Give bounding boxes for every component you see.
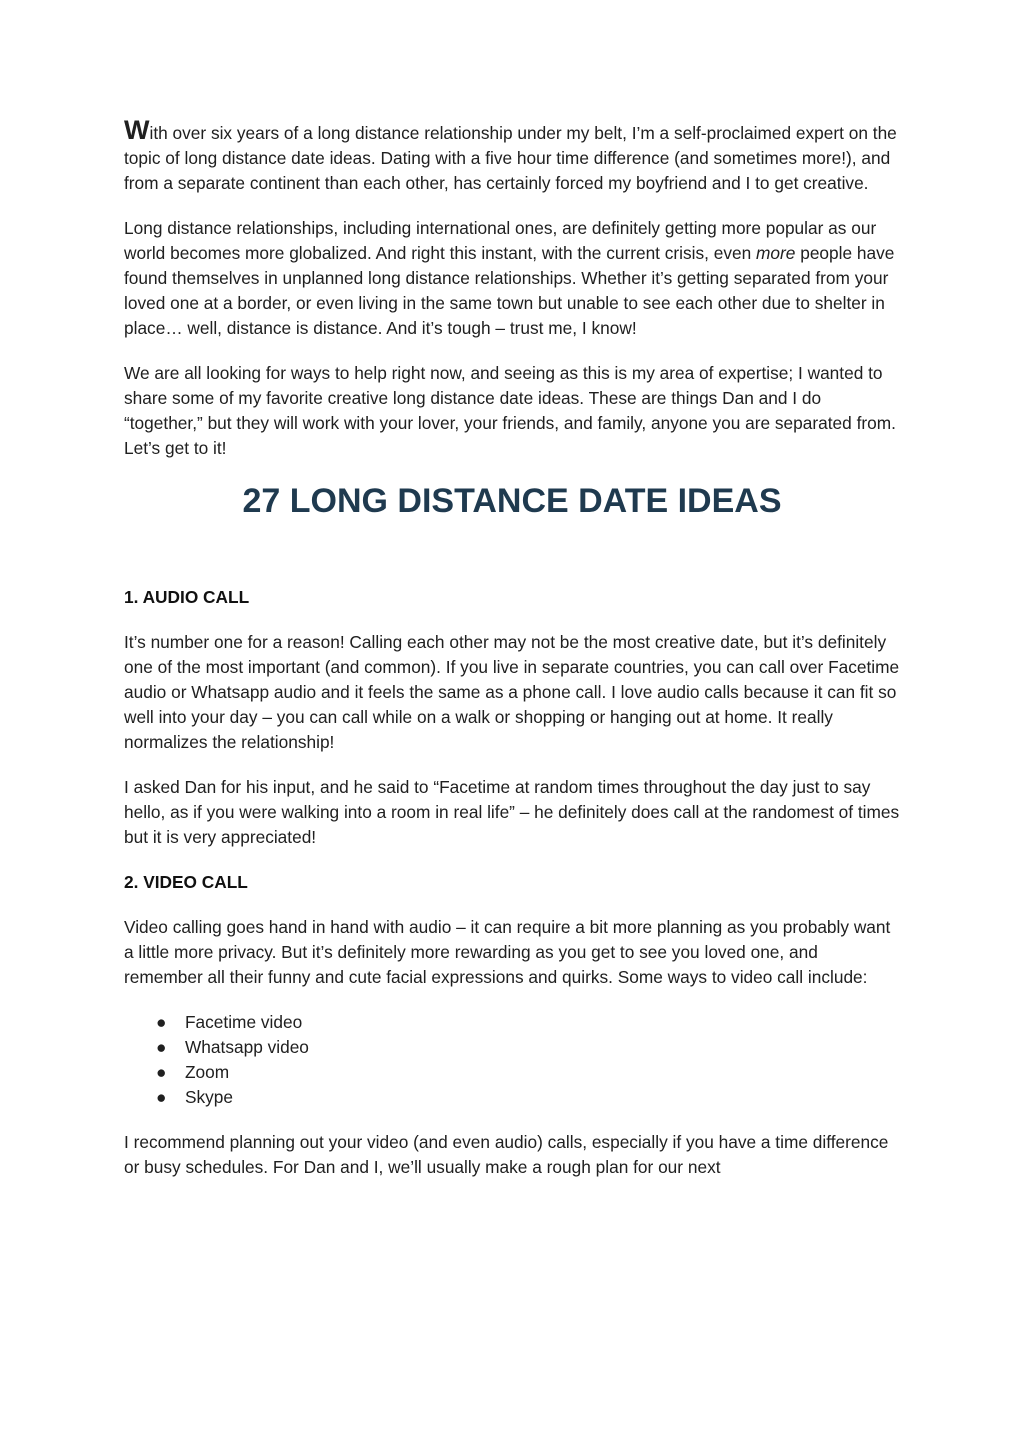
intro-paragraph-2-text-b: people have found themselves in unplanned long distance relationships. Whether it’s getting separated from your loved one at a border, or even living in the same town but unable to see each other due to shelter in place… well, distance is distance. And it’s tough – trust me, I know! [124, 243, 895, 338]
list-item [124, 1085, 900, 1110]
bullet-icon: ● [156, 1037, 167, 1057]
section-heading-audio-call: 1. AUDIO CALL [124, 587, 250, 607]
list-item-text: Whatsapp video [185, 1037, 309, 1057]
intro-paragraph-1-text: ith over six years of a long distance relationship under my belt, I’m a self-proclaimed expert on the topic of long distance date ideas. Dating with a five hour time difference (and sometimes more!), and from a separate continent than each other, has certainly forced my boyfriend and I to get creative. [124, 123, 897, 193]
video-call-options-list [124, 1010, 900, 1110]
title-spacer [124, 521, 900, 585]
drop-cap: W [124, 115, 150, 145]
list-item [124, 1060, 900, 1085]
section-1-paragraph-1: It’s number one for a reason! Calling each other may not be the most creative date, but it’s definitely one of the most important (and common). If you live in separate countries, you can call over Facetime audio or Whatsapp audio and it feels the same as a phone call. I love audio calls because it can fit so well into your day – you can call while on a walk or shopping or hanging out at home. It really normalizes the relationship! [124, 632, 900, 752]
list-item-text: Skype [185, 1087, 234, 1107]
bullet-icon: ● [156, 1087, 167, 1107]
section-heading-video-call: 2. VIDEO CALL [124, 872, 248, 892]
section-1-paragraph-2: I asked Dan for his input, and he said to “Facetime at random times throughout the day just to say hello, as if you were walking into a room in real life” – he definitely does call at the randomest of times but it is very appreciated! [124, 777, 900, 847]
list-item-text: Zoom [185, 1062, 230, 1082]
list-item-text: Facetime video [185, 1012, 303, 1032]
intro-paragraph-2 [124, 216, 900, 341]
bullet-icon: ● [156, 1062, 167, 1082]
intro-paragraph-2-text-a: Long distance relationships, including international ones, are definitely getting more popular as our world becomes more globalized. And right this instant, with the current crisis, even [124, 218, 877, 263]
intro-paragraph-1 [124, 115, 900, 196]
section-2-paragraph-1: Video calling goes hand in hand with audio – it can require a bit more planning as you probably want a little more privacy. But it’s definitely more rewarding as you get to see you loved one, and remember all their funny and cute facial expressions and quirks. Some ways to video call include: [124, 917, 891, 987]
list-item [124, 1010, 900, 1035]
list-item [124, 1035, 900, 1060]
document-page [124, 115, 900, 1200]
intro-paragraph-3: We are all looking for ways to help right now, and seeing as this is my area of expertise; I wanted to share some of my favorite creative long distance date ideas. These are things Dan and I do “together,” but they will work with your lover, your friends, and family, anyone you are separated from. Let’s get to it! [124, 363, 896, 458]
section-2-paragraph-2: I recommend planning out your video (and even audio) calls, especially if you have a time difference or busy schedules. For Dan and I, we’ll usually make a rough plan for our next [124, 1132, 889, 1177]
page-title: 27 LONG DISTANCE DATE IDEAS [242, 482, 782, 520]
bullet-icon: ● [156, 1012, 167, 1032]
emphasis-more: more [756, 243, 796, 263]
